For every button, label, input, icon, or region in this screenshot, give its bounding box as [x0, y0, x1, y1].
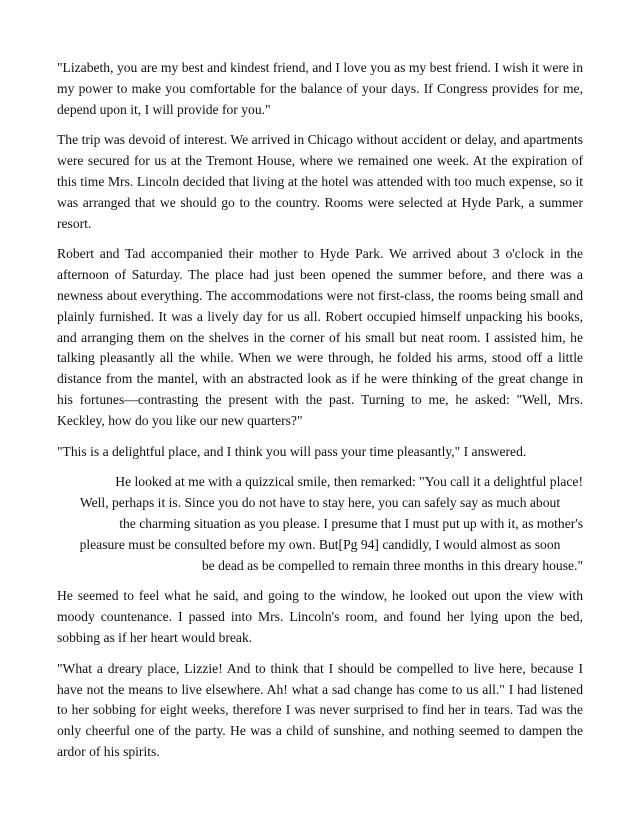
quote-line: pleasure must be consulted before my own. But[Pg 94] candidly, I would almost as soon: [79, 536, 561, 552]
robert-reply-block: [57, 472, 583, 576]
quote-line: Well, perhaps it is. Since you do not have to stay here, you can safely say as much about: [79, 495, 561, 511]
paragraph-congress-promise: "Lizabeth, you are my best and kindest friend, and I love you as my best friend. I wish it were in my power to make you comfortable for the balance of your days. If Congress provides for me, depend upon it, I will provide for you.": [57, 60, 583, 117]
quote-line: be dead as be compelled to remain three months in this dreary house.": [201, 557, 583, 573]
paragraph-moody-countenance: He seemed to feel what he said, and going to the window, he looked out upon the view with moody countenance. I passed into Mrs. Lincoln's room, and found her lying upon the bed, sobbing as if her heart would break.: [57, 588, 583, 645]
document-page: [57, 58, 583, 773]
paragraph-trip-chicago: The trip was devoid of interest. We arrived in Chicago without accident or delay, and apartments were secured for us at the Tremont House, where we remained one week. At the expiration of this time Mrs. Lincoln decided that living at the hotel was attended with too much expense, so it was arranged that we should go to the country. Rooms were selected at Hyde Park, a summer resort.: [57, 132, 583, 231]
quote-line: He looked at me with a quizzical smile, then remarked: "You call it a delightful place!: [115, 474, 583, 490]
paragraph-delightful-place: "This is a delightful place, and I think you will pass your time pleasantly," I answered.: [57, 443, 527, 459]
quote-line: the charming situation as you please. I presume that I must put up with it, as mother's: [119, 515, 583, 531]
paragraph-dreary-place: "What a dreary place, Lizzie! And to think that I should be compelled to live here, because I have not the means to live elsewhere. Ah! what a sad change has come to us all." I had listened to her sobbing for eight weeks, therefore I was never surprised to find her in tears. Tad was the only cheerful one of the party. He was a child of sunshine, and nothing seemed to dampen the ardor of his spirits.: [57, 660, 583, 759]
paragraph-hyde-park: Robert and Tad accompanied their mother to Hyde Park. We arrived about 3 o'clock in the afternoon of Saturday. The place had just been opened the summer before, and there was a newness about everything. The accommodations were not first-class, the rooms being small and plainly furnished. It was a lively day for us all. Robert occupied himself unpacking his books, and arranging them on the shelves in the corner of his small but neat room. I assisted him, he talking pleasantly all the while. When we were through, he folded his arms, stood off a little distance from the mantel, with an abstracted look as if he were thinking of the great change in his fortunes—contrasting the present with the past. Turning to me, he asked: "Well, Mrs. Keckley, how do you like our new quarters?": [57, 246, 583, 428]
